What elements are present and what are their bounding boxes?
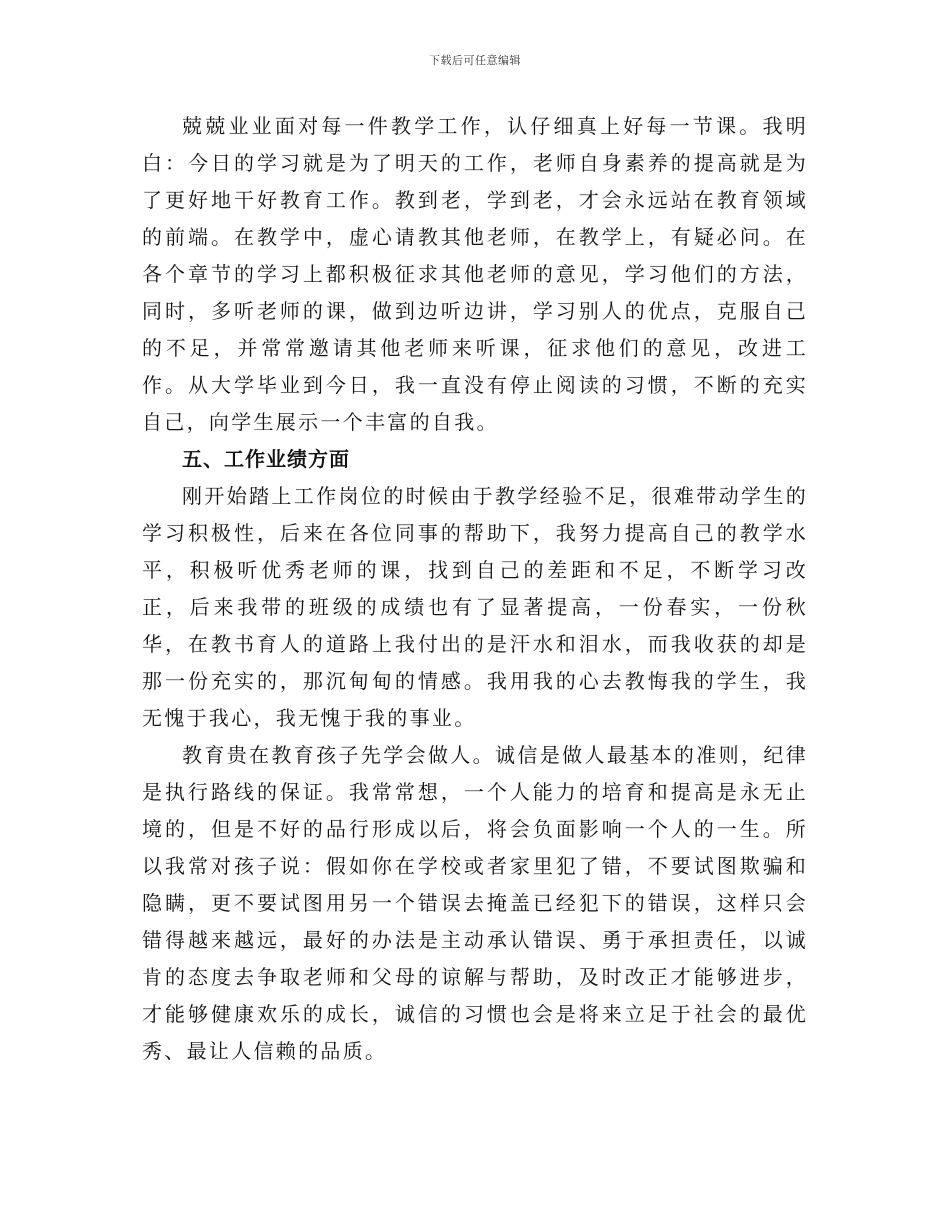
header-note: 下载后可任意编辑	[429, 54, 521, 67]
paragraph-1: 兢兢业业面对每一件教学工作，认仔细真上好每一节课。我明白：今日的学习就是为了明天的工作，老师自身素养的提高就是为了更好地干好教育工作。教到老，学到老，才会永远站在教育领域的前端。在教学中，虚心请教其他老师，在教学上，有疑必问。在各个章节的学习上都积极征求其他老师的意见，学习他们的方法，同时，多听老师的课，做到边听边讲，学习别人的优点，克服自己的不足，并常常邀请其他老师来听课，征求他们的意见，改进工作。从大学毕业到今日，我一直没有停止阅读的习惯，不断的充实自己，向学生展示一个丰富的自我。	[142, 114, 808, 434]
paragraph-2: 刚开始踏上工作岗位的时候由于教学经验不足，很难带动学生的学习积极性，后来在各位同事的帮助下，我努力提高自己的教学水平，积极听优秀老师的课，找到自己的差距和不足，不断学习改正，后来我带的班级的成绩也有了显著提高，一份春实，一份秋华，在教书育人的道路上我付出的是汗水和泪水，而我收获的却是那一份充实的，那沉甸甸的情感。我用我的心去教悔我的学生，我无愧于我心，我无愧于我的事业。	[142, 484, 808, 730]
document-body	[142, 108, 808, 1070]
section-heading: 五、工作业绩方面	[182, 447, 350, 471]
paragraph-3: 教育贵在教育孩子先学会做人。诚信是做人最基本的准则，纪律是执行路线的保证。我常常想，一个人能力的培育和提高是永无止境的，但是不好的品行形成以后，将会负面影响一个人的一生。所以我常对孩子说：假如你在学校或者家里犯了错，不要试图欺骗和隐瞒，更不要试图用另一个错误去掩盖已经犯下的错误，这样只会错得越来越远，最好的办法是主动承认错误、勇于承担责任，以诚肯的态度去争取老师和父母的谅解与帮助，及时改正才能够进步，才能够健康欢乐的成长，诚信的习惯也会是将来立足于社会的最优秀、最让人信赖的品质。	[142, 743, 808, 1063]
